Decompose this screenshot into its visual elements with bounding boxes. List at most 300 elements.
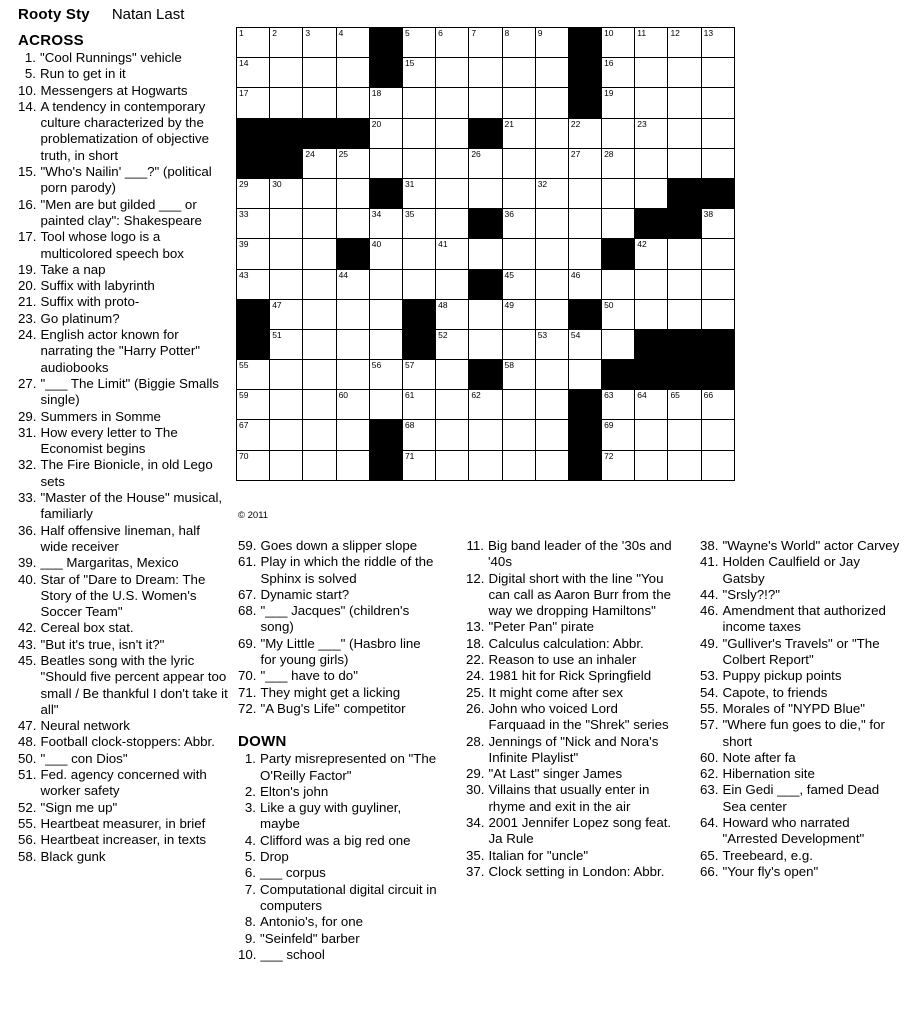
crossword-grid-table[interactable]	[236, 27, 735, 481]
grid-cell[interactable]	[369, 239, 402, 269]
grid-cell[interactable]	[602, 28, 635, 58]
clue-number: 23.	[18, 310, 37, 326]
grid-cell[interactable]	[535, 420, 568, 450]
grid-cell[interactable]	[237, 390, 270, 420]
grid-cell[interactable]	[336, 58, 369, 88]
grid-cell[interactable]	[502, 118, 535, 148]
grid-cell[interactable]	[602, 329, 635, 359]
grid-cell[interactable]	[568, 148, 601, 178]
grid-cell[interactable]	[535, 58, 568, 88]
grid-cell[interactable]	[369, 209, 402, 239]
grid-cell[interactable]	[402, 148, 435, 178]
grid-cell[interactable]	[502, 390, 535, 420]
grid-cell[interactable]	[469, 178, 502, 208]
grid-cell[interactable]	[635, 148, 668, 178]
grid-cell[interactable]	[436, 88, 469, 118]
grid-cell[interactable]	[369, 148, 402, 178]
grid-cell[interactable]	[336, 28, 369, 58]
grid-cell-number: 33	[239, 209, 249, 220]
clue-number: 44.	[700, 586, 719, 602]
grid-cell[interactable]	[402, 28, 435, 58]
grid-cell[interactable]	[270, 88, 303, 118]
clue-number: 60.	[700, 749, 719, 765]
grid-cell[interactable]	[436, 329, 469, 359]
grid-cell[interactable]	[402, 269, 435, 299]
clue-number: 49.	[700, 635, 719, 651]
grid-cell[interactable]	[469, 390, 502, 420]
clue-item	[238, 603, 438, 636]
clue-number: 56.	[18, 832, 37, 848]
grid-cell[interactable]	[602, 88, 635, 118]
grid-cell[interactable]	[568, 209, 601, 239]
grid-cell[interactable]	[303, 178, 336, 208]
clue-text: Digital short with the line "You can call as Aaron Burr from the way we dropping Hamiltons"	[488, 570, 672, 619]
grid-cell[interactable]	[303, 450, 336, 480]
grid-cell[interactable]	[237, 178, 270, 208]
grid-cell[interactable]	[436, 360, 469, 390]
clue-number: 55.	[18, 815, 37, 831]
grid-cell-number: 10	[604, 28, 614, 38]
clue-text: "Cool Runnings" vehicle	[40, 50, 182, 65]
grid-cell[interactable]	[535, 239, 568, 269]
grid-cell-number: 30	[272, 178, 282, 189]
grid-cell[interactable]	[369, 299, 402, 329]
grid-cell[interactable]	[535, 390, 568, 420]
grid-cell[interactable]	[701, 390, 734, 420]
clue-item	[18, 718, 228, 734]
clue-number: 32.	[18, 457, 37, 473]
grid-cell[interactable]	[635, 450, 668, 480]
grid-cell[interactable]	[568, 239, 601, 269]
grid-cell[interactable]	[602, 420, 635, 450]
grid-cell[interactable]	[535, 360, 568, 390]
grid-cell[interactable]	[502, 88, 535, 118]
grid-cell[interactable]	[568, 269, 601, 299]
grid-cell[interactable]	[701, 299, 734, 329]
grid-cell-number: 11	[637, 28, 647, 38]
grid-cell[interactable]	[635, 269, 668, 299]
clue-item	[238, 751, 438, 784]
grid-cell[interactable]	[602, 450, 635, 480]
clue-item	[466, 864, 674, 880]
grid-cell[interactable]	[701, 28, 734, 58]
grid-cell[interactable]	[402, 178, 435, 208]
clue-number: 41.	[700, 554, 719, 570]
grid-cell[interactable]	[469, 420, 502, 450]
grid-cell[interactable]	[303, 390, 336, 420]
clue-number: 3.	[244, 800, 256, 816]
grid-cell[interactable]	[701, 88, 734, 118]
clue-number: 36.	[18, 522, 37, 538]
grid-cell[interactable]	[369, 390, 402, 420]
grid-cell[interactable]	[303, 239, 336, 269]
grid-cell[interactable]	[237, 360, 270, 390]
grid-cell[interactable]	[635, 58, 668, 88]
grid-cell[interactable]	[303, 88, 336, 118]
clue-text: "Your fly's open"	[722, 863, 819, 879]
grid-cell[interactable]	[303, 209, 336, 239]
grid-cell[interactable]	[469, 88, 502, 118]
grid-cell[interactable]	[568, 360, 601, 390]
clue-text: Star of "Dare to Dream: The Story of the U.S. Women's Soccer Team"	[40, 571, 206, 620]
grid-cell[interactable]	[535, 329, 568, 359]
grid-cell[interactable]	[402, 450, 435, 480]
grid-cell[interactable]	[402, 420, 435, 450]
grid-cell[interactable]	[502, 178, 535, 208]
grid-cell[interactable]	[402, 209, 435, 239]
grid-cell[interactable]	[402, 360, 435, 390]
grid-cell-number: 31	[404, 178, 415, 189]
clue-text: Treebeard, e.g.	[722, 847, 813, 863]
clue-number: 11.	[466, 538, 484, 553]
grid-cell[interactable]	[436, 269, 469, 299]
clue-item	[466, 652, 674, 668]
grid-cell[interactable]	[668, 299, 701, 329]
clue-item	[238, 849, 438, 865]
clue-text: Run to get in it	[40, 66, 126, 82]
clue-item	[18, 751, 228, 767]
grid-row	[237, 118, 735, 148]
grid-cell[interactable]	[668, 269, 701, 299]
clue-item	[18, 66, 228, 82]
grid-cell[interactable]	[436, 209, 469, 239]
clue-item	[466, 815, 674, 848]
grid-cell[interactable]	[635, 28, 668, 58]
clue-text: Note after fa	[722, 749, 796, 765]
grid-cell[interactable]	[336, 178, 369, 208]
grid-cell[interactable]	[237, 58, 270, 88]
grid-cell[interactable]	[535, 299, 568, 329]
grid-row	[237, 420, 735, 450]
grid-cell[interactable]	[303, 299, 336, 329]
grid-cell[interactable]	[436, 58, 469, 88]
grid-cell[interactable]	[535, 269, 568, 299]
grid-cell[interactable]	[469, 148, 502, 178]
grid-cell[interactable]	[336, 88, 369, 118]
grid-cell[interactable]	[668, 239, 701, 269]
grid-cell[interactable]	[701, 420, 734, 450]
clue-number: 61.	[238, 554, 257, 570]
grid-cell[interactable]	[336, 299, 369, 329]
grid-cell[interactable]	[270, 299, 303, 329]
grid-cell[interactable]	[270, 239, 303, 269]
grid-cell[interactable]	[237, 28, 270, 58]
grid-cell[interactable]	[502, 450, 535, 480]
clue-number: 35.	[466, 847, 485, 863]
clue-text: Italian for "uncle"	[488, 847, 589, 863]
grid-block-cell	[369, 28, 402, 58]
clue-item	[18, 229, 228, 262]
down-clue-list-3	[700, 538, 900, 880]
clue-number: 37.	[466, 863, 485, 879]
clue-item	[700, 815, 900, 848]
clue-text: Suffix with proto-	[40, 294, 140, 310]
grid-cell[interactable]	[701, 209, 734, 239]
clue-item	[18, 50, 228, 66]
clue-text: Elton's john	[260, 783, 329, 799]
grid-cell[interactable]	[270, 269, 303, 299]
grid-cell[interactable]	[535, 209, 568, 239]
grid-cell[interactable]	[535, 118, 568, 148]
grid-cell-number: 23	[637, 118, 647, 129]
grid-cell[interactable]	[502, 209, 535, 239]
grid-cell[interactable]	[237, 269, 270, 299]
clue-text: Take a nap	[40, 261, 106, 277]
grid-cell[interactable]	[270, 450, 303, 480]
clue-text: "Srsly?!?"	[722, 586, 780, 602]
grid-cell[interactable]	[336, 329, 369, 359]
grid-cell[interactable]	[303, 329, 336, 359]
grid-cell-number: 49	[504, 299, 514, 310]
grid-cell[interactable]	[502, 28, 535, 58]
clue-item	[700, 848, 900, 864]
grid-cell[interactable]	[336, 450, 369, 480]
clue-number: 54.	[700, 684, 719, 700]
grid-cell[interactable]	[568, 118, 601, 148]
clue-text: Clifford was a big red one	[260, 832, 411, 848]
grid-cell[interactable]	[668, 58, 701, 88]
grid-cell[interactable]	[270, 58, 303, 88]
grid-cell[interactable]	[701, 58, 734, 88]
clue-item	[18, 83, 228, 99]
grid-cell[interactable]	[668, 390, 701, 420]
grid-cell[interactable]	[270, 360, 303, 390]
grid-cell[interactable]	[469, 239, 502, 269]
grid-block-cell	[568, 390, 601, 420]
clue-item	[18, 572, 228, 621]
grid-cell[interactable]	[668, 28, 701, 58]
grid-cell[interactable]	[701, 118, 734, 148]
grid-cell[interactable]	[602, 118, 635, 148]
clue-item	[466, 766, 674, 782]
grid-cell[interactable]	[602, 178, 635, 208]
grid-cell-number: 21	[504, 118, 514, 129]
grid-cell[interactable]	[668, 88, 701, 118]
grid-cell[interactable]	[369, 269, 402, 299]
clue-item	[466, 538, 674, 571]
copyright-notice: © 2011	[238, 510, 269, 521]
grid-cell-number: 60	[338, 390, 349, 401]
grid-cell[interactable]	[336, 148, 369, 178]
clue-number: 67.	[238, 586, 257, 602]
grid-cell[interactable]	[436, 420, 469, 450]
grid-cell[interactable]	[701, 148, 734, 178]
clue-item	[18, 637, 228, 653]
clue-number: 24.	[466, 668, 485, 684]
grid-cell-number: 64	[637, 390, 647, 401]
grid-cell[interactable]	[303, 58, 336, 88]
grid-cell[interactable]	[237, 239, 270, 269]
grid-cell[interactable]	[602, 269, 635, 299]
grid-cell[interactable]	[635, 239, 668, 269]
clue-number: 20.	[18, 278, 37, 294]
grid-cell[interactable]	[502, 148, 535, 178]
grid-cell[interactable]	[336, 269, 369, 299]
grid-block-cell	[602, 360, 635, 390]
grid-cell[interactable]	[635, 420, 668, 450]
grid-cell[interactable]	[402, 118, 435, 148]
grid-cell[interactable]	[469, 450, 502, 480]
grid-cell[interactable]	[303, 360, 336, 390]
grid-cell-number: 59	[239, 390, 249, 401]
clue-item	[18, 523, 228, 556]
grid-cell[interactable]	[270, 420, 303, 450]
grid-cell[interactable]	[602, 58, 635, 88]
grid-cell[interactable]	[303, 28, 336, 58]
grid-cell[interactable]	[502, 360, 535, 390]
grid-cell[interactable]	[635, 118, 668, 148]
clue-text: Summers in Somme	[40, 408, 161, 424]
grid-cell[interactable]	[668, 420, 701, 450]
grid-cell[interactable]	[336, 209, 369, 239]
clue-number: 19.	[18, 261, 37, 277]
grid-cell[interactable]	[535, 450, 568, 480]
grid-cell[interactable]	[602, 148, 635, 178]
grid-cell[interactable]	[602, 209, 635, 239]
grid-cell[interactable]	[668, 118, 701, 148]
grid-cell[interactable]	[436, 299, 469, 329]
grid-cell[interactable]	[701, 269, 734, 299]
grid-cell[interactable]	[270, 178, 303, 208]
clue-item	[466, 636, 674, 652]
grid-block-cell	[568, 88, 601, 118]
grid-cell[interactable]	[369, 329, 402, 359]
grid-cell[interactable]	[635, 88, 668, 118]
grid-cell[interactable]	[502, 329, 535, 359]
grid-cell[interactable]	[568, 178, 601, 208]
grid-cell[interactable]	[469, 28, 502, 58]
grid-cell[interactable]	[602, 390, 635, 420]
grid-cell[interactable]	[502, 269, 535, 299]
clue-item	[238, 882, 438, 915]
grid-block-cell	[270, 118, 303, 148]
grid-cell[interactable]	[369, 360, 402, 390]
grid-cell[interactable]	[635, 178, 668, 208]
grid-cell[interactable]	[237, 420, 270, 450]
clue-number: 65.	[700, 847, 719, 863]
grid-cell[interactable]	[303, 269, 336, 299]
clue-number: 9.	[244, 930, 256, 946]
grid-cell[interactable]	[535, 88, 568, 118]
grid-cell[interactable]	[701, 450, 734, 480]
grid-cell[interactable]	[336, 420, 369, 450]
grid-cell[interactable]	[336, 390, 369, 420]
grid-cell[interactable]	[502, 420, 535, 450]
grid-cell[interactable]	[469, 299, 502, 329]
grid-cell-number: 57	[404, 360, 415, 371]
clue-item	[18, 620, 228, 636]
clue-number: 5.	[24, 66, 36, 82]
grid-cell[interactable]	[436, 390, 469, 420]
grid-block-cell	[568, 450, 601, 480]
grid-cell[interactable]	[270, 329, 303, 359]
clue-item	[18, 653, 228, 718]
grid-cell[interactable]	[237, 88, 270, 118]
grid-cell[interactable]	[469, 58, 502, 88]
grid-block-cell	[237, 299, 270, 329]
grid-cell[interactable]	[535, 148, 568, 178]
grid-cell[interactable]	[436, 148, 469, 178]
clue-number: 1.	[24, 50, 36, 65]
grid-block-cell	[303, 118, 336, 148]
grid-cell[interactable]	[469, 329, 502, 359]
grid-cell[interactable]	[369, 118, 402, 148]
grid-cell[interactable]	[535, 28, 568, 58]
grid-cell-number: 43	[239, 269, 249, 280]
grid-cell[interactable]	[270, 209, 303, 239]
grid-cell[interactable]	[502, 299, 535, 329]
grid-cell[interactable]	[436, 239, 469, 269]
grid-cell-number: 22	[570, 118, 581, 129]
clue-item	[238, 865, 438, 881]
puzzle-author: Natan Last	[111, 6, 185, 23]
clue-item	[466, 571, 674, 620]
grid-cell[interactable]	[369, 88, 402, 118]
grid-cell[interactable]	[402, 239, 435, 269]
clue-text: Villains that usually enter in rhyme and exit in the air	[488, 782, 650, 814]
grid-cell-number: 45	[504, 269, 514, 280]
grid-cell-number: 28	[604, 148, 614, 159]
grid-cell[interactable]	[237, 209, 270, 239]
clue-text: "___ have to do"	[260, 668, 358, 684]
clue-text: ___ Margaritas, Mexico	[40, 555, 179, 571]
grid-cell[interactable]	[436, 28, 469, 58]
clue-item	[700, 554, 900, 587]
grid-cell[interactable]	[303, 148, 336, 178]
grid-cell[interactable]	[701, 239, 734, 269]
grid-cell[interactable]	[602, 299, 635, 329]
clue-item	[466, 685, 674, 701]
grid-cell[interactable]	[436, 118, 469, 148]
grid-cell-number: 29	[239, 178, 249, 189]
crossword-grid[interactable]	[236, 27, 735, 481]
grid-cell[interactable]	[436, 178, 469, 208]
grid-cell[interactable]	[402, 58, 435, 88]
clue-number: 7.	[244, 881, 256, 897]
clue-item	[700, 685, 900, 701]
grid-cell-number: 58	[504, 360, 514, 371]
clue-text: John who voiced Lord Farquaad in the "Shrek" series	[488, 700, 669, 733]
grid-cell[interactable]	[502, 239, 535, 269]
clue-number: 1.	[244, 751, 256, 767]
grid-cell[interactable]	[668, 148, 701, 178]
grid-row	[237, 148, 735, 178]
grid-cell[interactable]	[635, 390, 668, 420]
grid-cell[interactable]	[402, 88, 435, 118]
grid-cell[interactable]	[635, 299, 668, 329]
grid-cell[interactable]	[502, 58, 535, 88]
grid-cell-number: 70	[239, 450, 249, 461]
grid-cell[interactable]	[535, 178, 568, 208]
grid-block-cell	[635, 209, 668, 239]
grid-cell-number: 17	[239, 88, 249, 99]
grid-cell[interactable]	[568, 329, 601, 359]
grid-cell[interactable]	[336, 360, 369, 390]
grid-cell[interactable]	[237, 450, 270, 480]
grid-block-cell	[369, 178, 402, 208]
grid-cell-number: 52	[438, 329, 448, 340]
grid-row	[237, 28, 735, 58]
clue-text: Tool whose logo is a multicolored speech box	[40, 229, 184, 261]
grid-cell[interactable]	[270, 390, 303, 420]
clue-item	[18, 816, 228, 832]
grid-cell[interactable]	[402, 390, 435, 420]
grid-cell[interactable]	[303, 420, 336, 450]
grid-cell[interactable]	[668, 450, 701, 480]
grid-block-cell	[336, 239, 369, 269]
grid-cell[interactable]	[270, 28, 303, 58]
grid-cell[interactable]	[436, 450, 469, 480]
